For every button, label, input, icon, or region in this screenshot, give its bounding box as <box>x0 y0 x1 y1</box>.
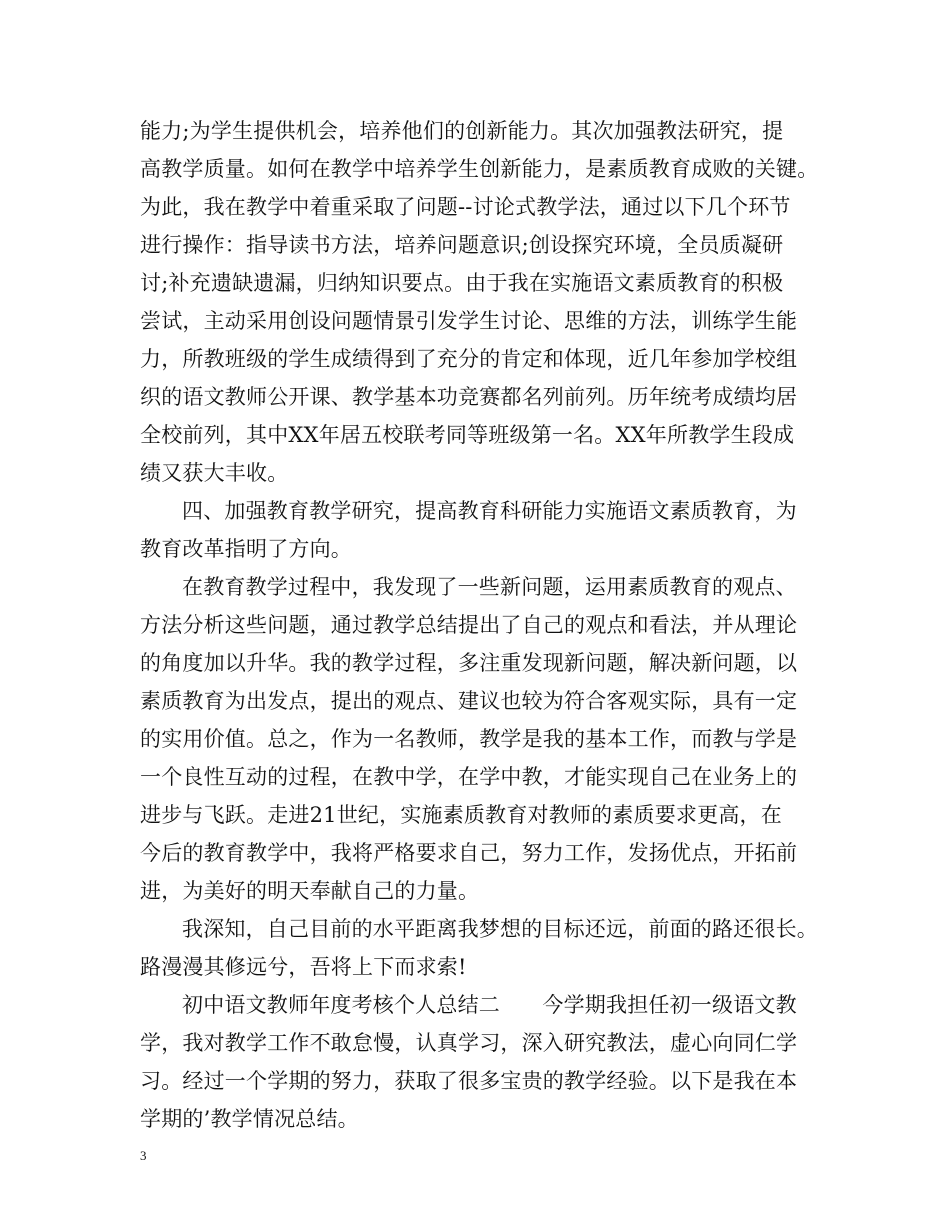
text-line: 尝试，主动采用创设问题情景引发学生讨论、思维的方法，训练学生能 <box>140 309 798 333</box>
text-line: 进，为美好的明天奉献自己的力量。 <box>140 879 480 903</box>
text-line: 进步与飞跃。走进21世纪，实施素质教育对教师的素质要求更高，在 <box>140 803 782 827</box>
text-line: 习。经过一个学期的努力，获取了很多宝贵的教学经验。以下是我在本 <box>140 1069 798 1093</box>
text-line: 的角度加以升华。我的教学过程，多注重发现新问题，解决新问题，以 <box>140 651 798 675</box>
text-line: 初中语文教师年度考核个人总结二 今学期我担任初一级语文教 <box>182 993 797 1017</box>
text-line: 一个良性互动的过程，在教中学，在学中教，才能实现自己在业务上的 <box>140 765 798 789</box>
text-line: 力，所教班级的学生成绩得到了充分的肯定和体现，近几年参加学校组 <box>140 347 798 371</box>
text-line: 教育改革指明了方向。 <box>140 537 352 561</box>
text-line: 织的语文教师公开课、教学基本功竞赛都名列前列。历年统考成绩均居 <box>140 385 798 409</box>
text-line: 全校前列，其中XX年居五校联考同等班级第一名。XX年所教学生段成 <box>140 423 795 447</box>
text-line: 今后的教育教学中，我将严格要求自己，努力工作，发扬优点，开拓前 <box>140 841 798 865</box>
page-number: 3 <box>140 1148 147 1163</box>
body-text <box>140 112 820 1138</box>
text-line: 为此，我在教学中着重采取了问题--讨论式教学法，通过以下几个环节 <box>140 195 791 219</box>
text-line: 在教育教学过程中，我发现了一些新问题，运用素质教育的观点、 <box>182 575 797 599</box>
text-line: 能力;为学生提供机会，培养他们的创新能力。其次加强教法研究，提 <box>140 119 784 143</box>
text-line: 学期的’教学情况总结。 <box>140 1107 359 1131</box>
text-line: 方法分析这些问题，通过教学总结提出了自己的观点和看法，并从理论 <box>140 613 798 637</box>
text-line: 我深知，自己目前的水平距离我梦想的目标还远，前面的路还很长。 <box>182 917 818 941</box>
text-line: 路漫漫其修远兮，吾将上下而求索! <box>140 955 467 979</box>
text-line: 的实用价值。总之，作为一名教师，教学是我的基本工作，而教与学是 <box>140 727 798 751</box>
text-line: 进行操作：指导读书方法，培养问题意识;创设探究环境，全员质凝研 <box>140 233 784 257</box>
text-line: 讨;补充遗缺遗漏，归纳知识要点。由于我在实施语文素质教育的积极 <box>140 271 784 295</box>
text-line: 学，我对教学工作不敢怠慢，认真学习，深入研究教法，虚心向同仁学 <box>140 1031 798 1055</box>
text-line: 绩又获大丰收。 <box>140 461 289 485</box>
text-line: 高教学质量。如何在教学中培养学生创新能力，是素质教育成败的关键。 <box>140 157 819 181</box>
text-line: 素质教育为出发点，提出的观点、建议也较为符合客观实际，具有一定 <box>140 689 798 713</box>
text-line: 四、加强教育教学研究，提高教育科研能力实施语文素质教育，为 <box>182 499 797 523</box>
